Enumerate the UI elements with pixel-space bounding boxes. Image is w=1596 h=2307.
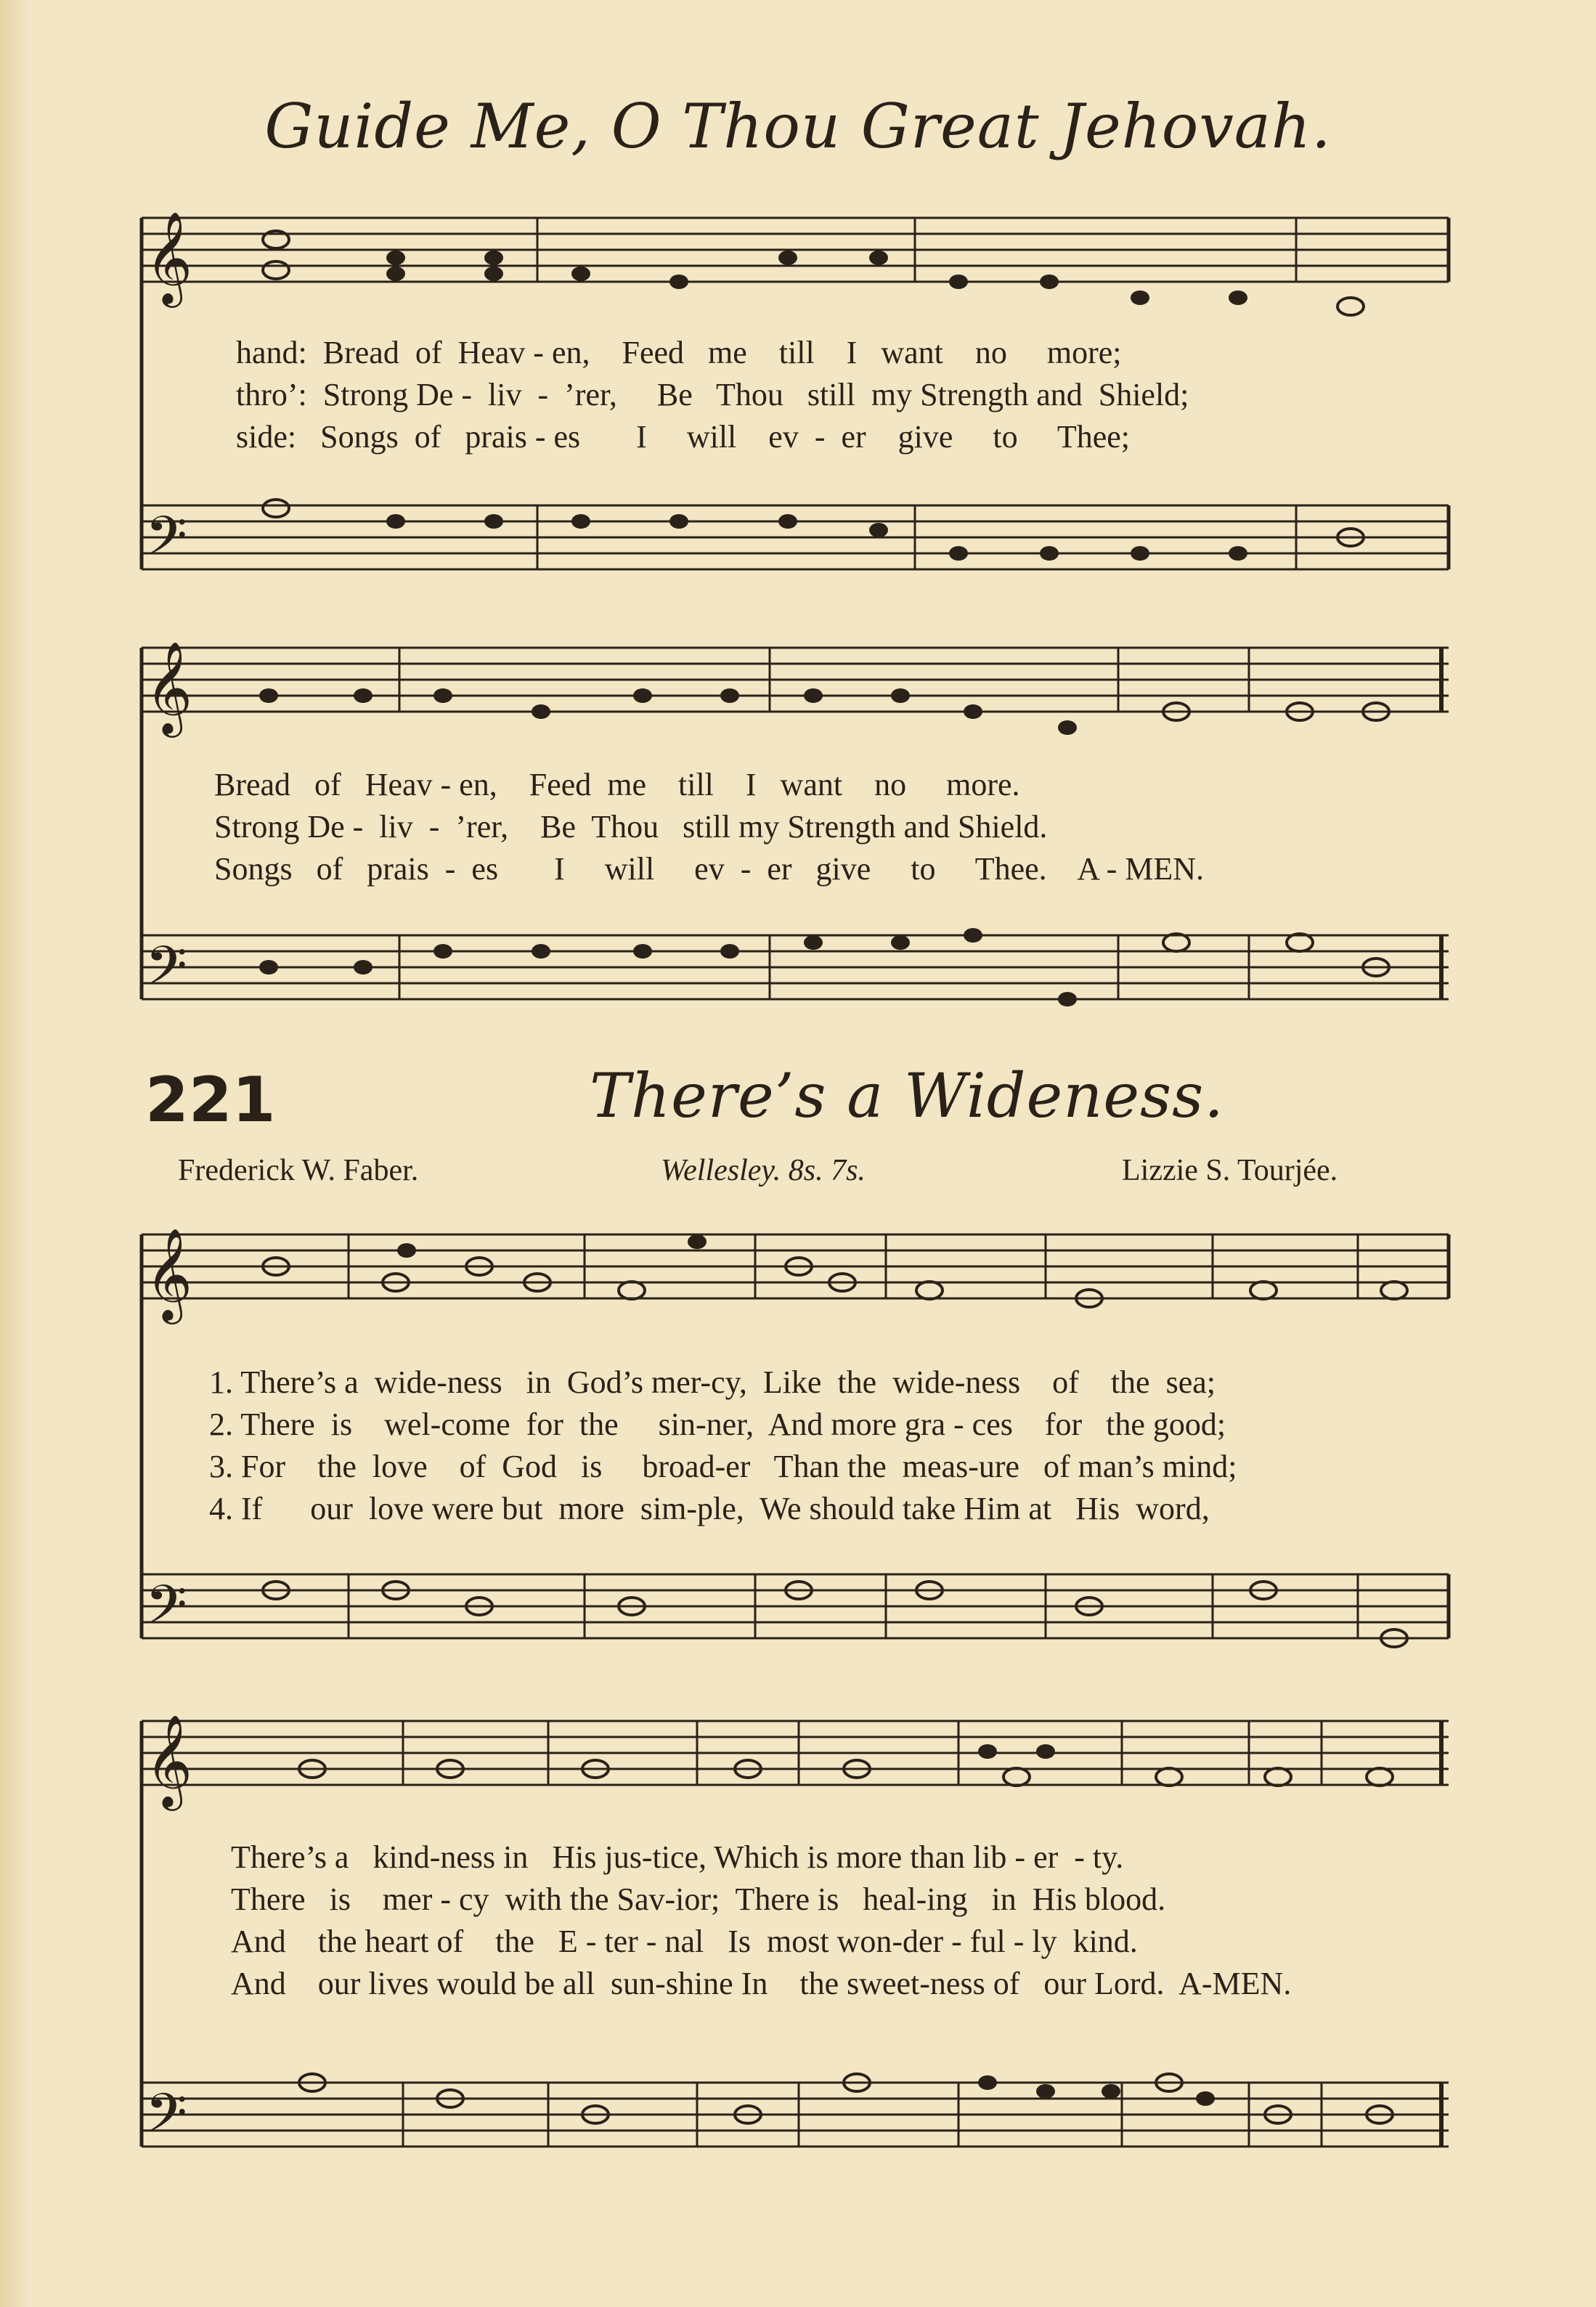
- hymn-b-verse-line: 4. If our love were but more sim-ple, We should take Him at His word,: [209, 1491, 1210, 1526]
- hymn-composer: Lizzie S. Tourjée.: [1122, 1154, 1338, 1187]
- hymn-b-verse-line: 1. There’s a wide-ness in God’s mer-cy, Like the wide-ness of the sea;: [209, 1364, 1216, 1400]
- hymn-b-title: There’s a Wideness.: [590, 1060, 1224, 1131]
- hymn-a-lyric-line: side: Songs of prais - es I will ev - er give to Thee;: [236, 419, 1130, 455]
- svg-text:𝄢: 𝄢: [145, 1574, 187, 1650]
- hymn-a-title: Guide Me, O Thou Great Jehovah.: [264, 91, 1332, 162]
- svg-text:𝄢: 𝄢: [145, 2082, 187, 2158]
- hymn-author: Frederick W. Faber.: [178, 1154, 419, 1187]
- svg-text:𝄞: 𝄞: [145, 640, 193, 733]
- hymn-a-lyric-line: Songs of prais - es I will ev - er give to Thee. A - MEN.: [214, 851, 1205, 887]
- svg-text:𝄢: 𝄢: [145, 505, 187, 581]
- svg-text:𝄞: 𝄞: [145, 1227, 193, 1320]
- hymn-b-verse-line: And our lives would be all sun-shine In the sweet-ness of our Lord. A-MEN.: [231, 1966, 1292, 2001]
- hymn-a-lyric-line: Bread of Heav - en, Feed me till I want no more.: [214, 767, 1020, 802]
- hymn-b-verse-line: There is mer - cy with the Sav-ior; There is heal-ing in His blood.: [231, 1881, 1166, 1917]
- hymn-number: 221: [145, 1064, 276, 1136]
- hymn-tune-meter: Wellesley. 8s. 7s.: [661, 1154, 866, 1187]
- hymn-a-lyric-line: thro’: Strong De - liv - ’rer, Be Thou still my Strength and Shield;: [236, 377, 1189, 412]
- hymn-b-verse-line: 2. There is wel-come for the sin-ner, And more gra - ces for the good;: [209, 1407, 1226, 1442]
- hymn-b-verse-line: And the heart of the E - ter - nal Is most won-der - ful - ly kind.: [231, 1924, 1138, 1959]
- hymn-a-lyric-line: hand: Bread of Heav - en, Feed me till I want no more;: [236, 335, 1122, 370]
- svg-text:𝄢: 𝄢: [145, 935, 187, 1011]
- svg-text:𝄞: 𝄞: [145, 1714, 193, 1807]
- hymn-b-verse-line: 3. For the love of God is broad-er Than the meas-ure of man’s mind;: [209, 1449, 1237, 1484]
- hymn-b-verse-line: There’s a kind-ness in His jus-tice, Which is more than lib - er - ty.: [231, 1839, 1124, 1875]
- svg-text:𝄞: 𝄞: [145, 211, 193, 304]
- hymn-a-lyric-line: Strong De - liv - ’rer, Be Thou still my Strength and Shield.: [214, 809, 1048, 845]
